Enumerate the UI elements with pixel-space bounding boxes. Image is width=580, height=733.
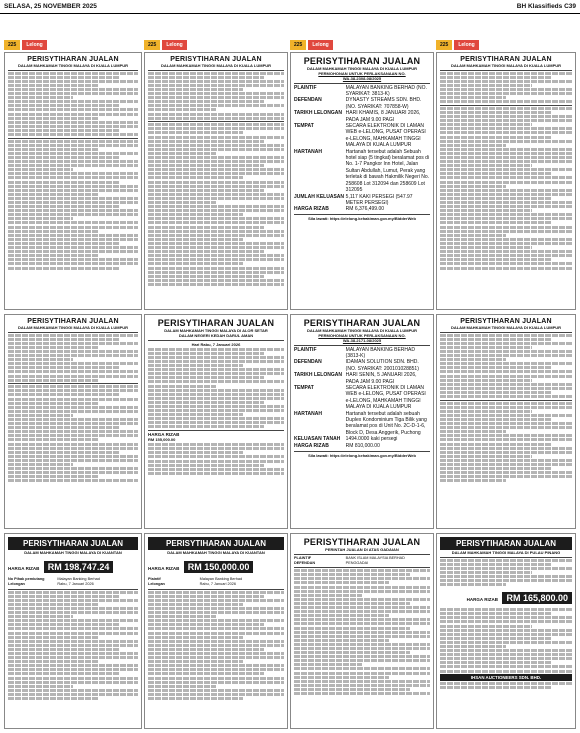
tab-label: Lelong: [454, 40, 478, 50]
notice-case-no: WA-38-2308-08/2025: [342, 76, 382, 81]
reserve-value: RM 155,000.00: [148, 437, 176, 443]
notice-court: DALAM MAHKAMAH TINGGI MALAYA DI KUALA LUMPUR: [450, 325, 562, 330]
notice-col4-top: [436, 52, 576, 310]
tab-label: Lelong: [22, 40, 46, 50]
reserve-price: RM 165,800.00: [502, 592, 572, 604]
notice-bottom-3: [290, 533, 434, 729]
notice-row: TARIKH LELONGAN HARI SENIN, 5 JANUARI 2026, PADA JAM 9.00 PAGI: [294, 372, 417, 385]
notice-heading: PERISYTIHARAN JUALAN: [303, 318, 421, 328]
tab-code: 225: [290, 40, 306, 50]
notice-bottom-4: [436, 533, 576, 729]
notice-heading: PERISYTIHARAN JUALAN: [170, 56, 262, 63]
notice-heading: PERISYTIHARAN JUALAN: [27, 318, 119, 325]
notice-row: HARGA RIZAB RM 810,000.00: [294, 442, 380, 449]
masthead-section: BH Klassifieds C39: [516, 3, 576, 10]
notice-row: HARTANAH Hartanah tersebut adalah Sebuah hotel siap (5 tingkat) beralamat pos di No. 1-7 Pangkor Inn Hotel, Jalan Sultan Abdullah, Lumut, Perak yang terletak di bawah Hakmilik Negeri No. 258608 Lot 312094 dan 258609 Lot 312095: [294, 148, 430, 194]
tab-code: 225: [4, 40, 20, 50]
notice-bottom-2: [144, 533, 288, 729]
notice-heading: PERISYTIHARAN JUALAN: [148, 537, 284, 550]
reserve-label: HARGA RIZAB: [8, 566, 40, 571]
notice-case-no: WA-38-2171-08/2025: [342, 338, 382, 343]
notice-heading: PERISYTIHARAN JUALAN: [157, 318, 275, 328]
notice-row: DEFENDAN IDAMAN SOLUTION SDN. BHD. (NO. SYARIKAT: 200101028851): [294, 359, 419, 372]
notice-sub: DALAM MAHKAMAH TINGGI MALAYA DI PULAU PINANG: [451, 550, 561, 555]
notice-row: HARGA RIZAB RM 6,376,499.00: [294, 206, 385, 213]
notice-row: KELUASAN TANAH 1494.0000 kaki persegi: [294, 436, 398, 443]
notice-court: DALAM MAHKAMAH TINGGI MALAYA DI KUALA LUMPUR: [17, 325, 129, 330]
notice-sub: DALAM MAHKAMAH TINGGI MALAYA DI KUANTAN: [167, 550, 265, 555]
tab-label: Lelong: [162, 40, 186, 50]
reserve-price: RM 198,747.24: [44, 561, 114, 573]
notice-row: PLAINTIF MALAYAN BANKING BERHAD (3813-K): [294, 346, 415, 359]
tabbar-3: [290, 40, 333, 50]
masthead: [0, 0, 580, 14]
notice-heading: PERISYTIHARAN JUALAN: [303, 537, 421, 547]
reserve-price: RM 150,000.00: [184, 561, 254, 573]
notice-row: PLAINTIF MALAYAN BANKING BERHAD (NO. SYARIKAT: 3813-K): [294, 84, 427, 97]
tabbar-4: [436, 40, 479, 50]
notice-court: DALAM MAHKAMAH TINGGI MALAYA DI KUALA LUMPUR: [450, 63, 562, 68]
notice-row: No Pihak pemiutang Malayan Banking Berhad: [8, 577, 100, 581]
notice-court: DALAM MAHKAMAH TINGGI MALAYA DI KUALA LUMPUR: [17, 63, 129, 68]
masthead-date: SELASA, 25 NOVEMBER 2025: [4, 3, 97, 10]
notice-heading: PERISYTIHARAN JUALAN: [460, 56, 552, 63]
notice-row: Plaintif Malayan Banking Berhad: [148, 577, 243, 581]
notice-sub: DALAM NEGERI KEDAH DARUL AMAN: [178, 333, 254, 338]
notice-court: DALAM MAHKAMAH TINGGI MALAYA DI KUALA LUMPUR: [306, 66, 418, 71]
auctioneer-name: IHSAN AUCTIONEERS SDN. BHD.: [440, 674, 572, 681]
notice-row: JUMLAH KELUASAN 5,117 KAKI PERSEGI (547.97 METER PERSEGI): [294, 193, 413, 206]
notice-footer-link[interactable]: Sila lawati: https://elelong.kehakiman.gov.my/BidderWeb: [308, 216, 416, 222]
notice-row: TEMPAT SECARA ELEKTRONIK DI LAMAN WEB e-LELONG, PUSAT OPERASI e-LELONG, MAHKAMAH TINGGI MALAYA DI KUALA LUMPUR: [294, 123, 426, 149]
notice-sub: DALAM MAHKAMAH TINGGI MALAYA DI KUANTAN: [24, 550, 122, 555]
notice-footer-link[interactable]: Sila lawati: https://elelong.kehakiman.gov.my/BidderWeb: [308, 452, 416, 458]
auction-date: Hari Rabu, 7 Januari 2026: [191, 341, 241, 347]
notice-sub: PERINTAH JUALAN DI ATAS GADAIAN: [325, 547, 399, 552]
notice-row: DEFENDAN PENGGADAI: [294, 560, 369, 565]
notice-row: Lelongan Rabu, 7 Januari 2026: [148, 582, 236, 586]
notice-row: DEFENDAN DYNASTY STREAMS SDN. BHD. (NO. SYARIKAT: 707858-W): [294, 97, 422, 110]
tabbar-2: [144, 40, 187, 50]
tabbar-1: [4, 40, 47, 50]
notice-case-title: PERMOHONAN UNTUK PERLAKSANAAN NO.: [318, 333, 406, 338]
notice-heading: PERISYTIHARAN JUALAN: [27, 56, 119, 63]
notice-row: TARIKH LELONGAN HARI KHAMIS, 8 JANUARI 2026, PADA JAM 9.00 PAGI: [294, 110, 421, 123]
reserve-label: HARGA RIZAB: [466, 597, 498, 603]
notice-heading: PERISYTIHARAN JUALAN: [460, 318, 552, 325]
notice-col4-mid: [436, 314, 576, 529]
reserve-label: HARGA RIZAB: [148, 432, 180, 438]
notice-case-title: PERMOHONAN UNTUK PERLAKSANAAN NO.: [318, 71, 406, 76]
notice-col2-mid: [144, 314, 288, 529]
notice-row: TEMPAT SECARA ELEKTRONIK DI LAMAN WEB e-LELONG, PUSAT OPERASI e-LELONG, MAHKAMAH TINGGI MALAYA DI KUALA LUMPUR: [294, 385, 426, 411]
notice-row: Lelongan Rabu, 7 Januari 2026: [8, 582, 94, 586]
tab-label: Lelong: [308, 40, 332, 50]
notice-row: PLAINTIF BANK ISLAM MALAYSIA BERHAD: [294, 555, 405, 560]
tab-code: 225: [436, 40, 452, 50]
notice-heading: PERISYTIHARAN JUALAN: [8, 537, 138, 550]
notice-heading: PERISYTIHARAN JUALAN: [440, 537, 572, 550]
notice-court: DALAM MAHKAMAH TINGGI MALAYA DI ALOR SETAR: [164, 328, 268, 333]
tab-code: 225: [144, 40, 160, 50]
notice-col1-top: [4, 52, 142, 310]
notice-court: DALAM MAHKAMAH TINGGI MALAYA DI KUALA LUMPUR: [160, 63, 272, 68]
reserve-label: HARGA RIZAB: [148, 566, 180, 571]
notice-bottom-1: [4, 533, 142, 729]
notice-row: HARTANAH Hartanah tersebut adalah sebuah Duplex Kondominium Tiga Bilik yang beralamat pos di Unit No. 2C-D-1-6, Block D, Desa Anggerik, Puchong: [294, 410, 427, 436]
notice-heading: PERISYTIHARAN JUALAN: [303, 56, 421, 66]
notice-col1-mid: [4, 314, 142, 529]
notice-court: DALAM MAHKAMAH TINGGI MALAYA DI KUALA LUMPUR: [306, 328, 418, 333]
notice-col2-top: [144, 52, 288, 310]
notice-center-mid: [290, 314, 434, 529]
notice-center-top: [290, 52, 434, 310]
